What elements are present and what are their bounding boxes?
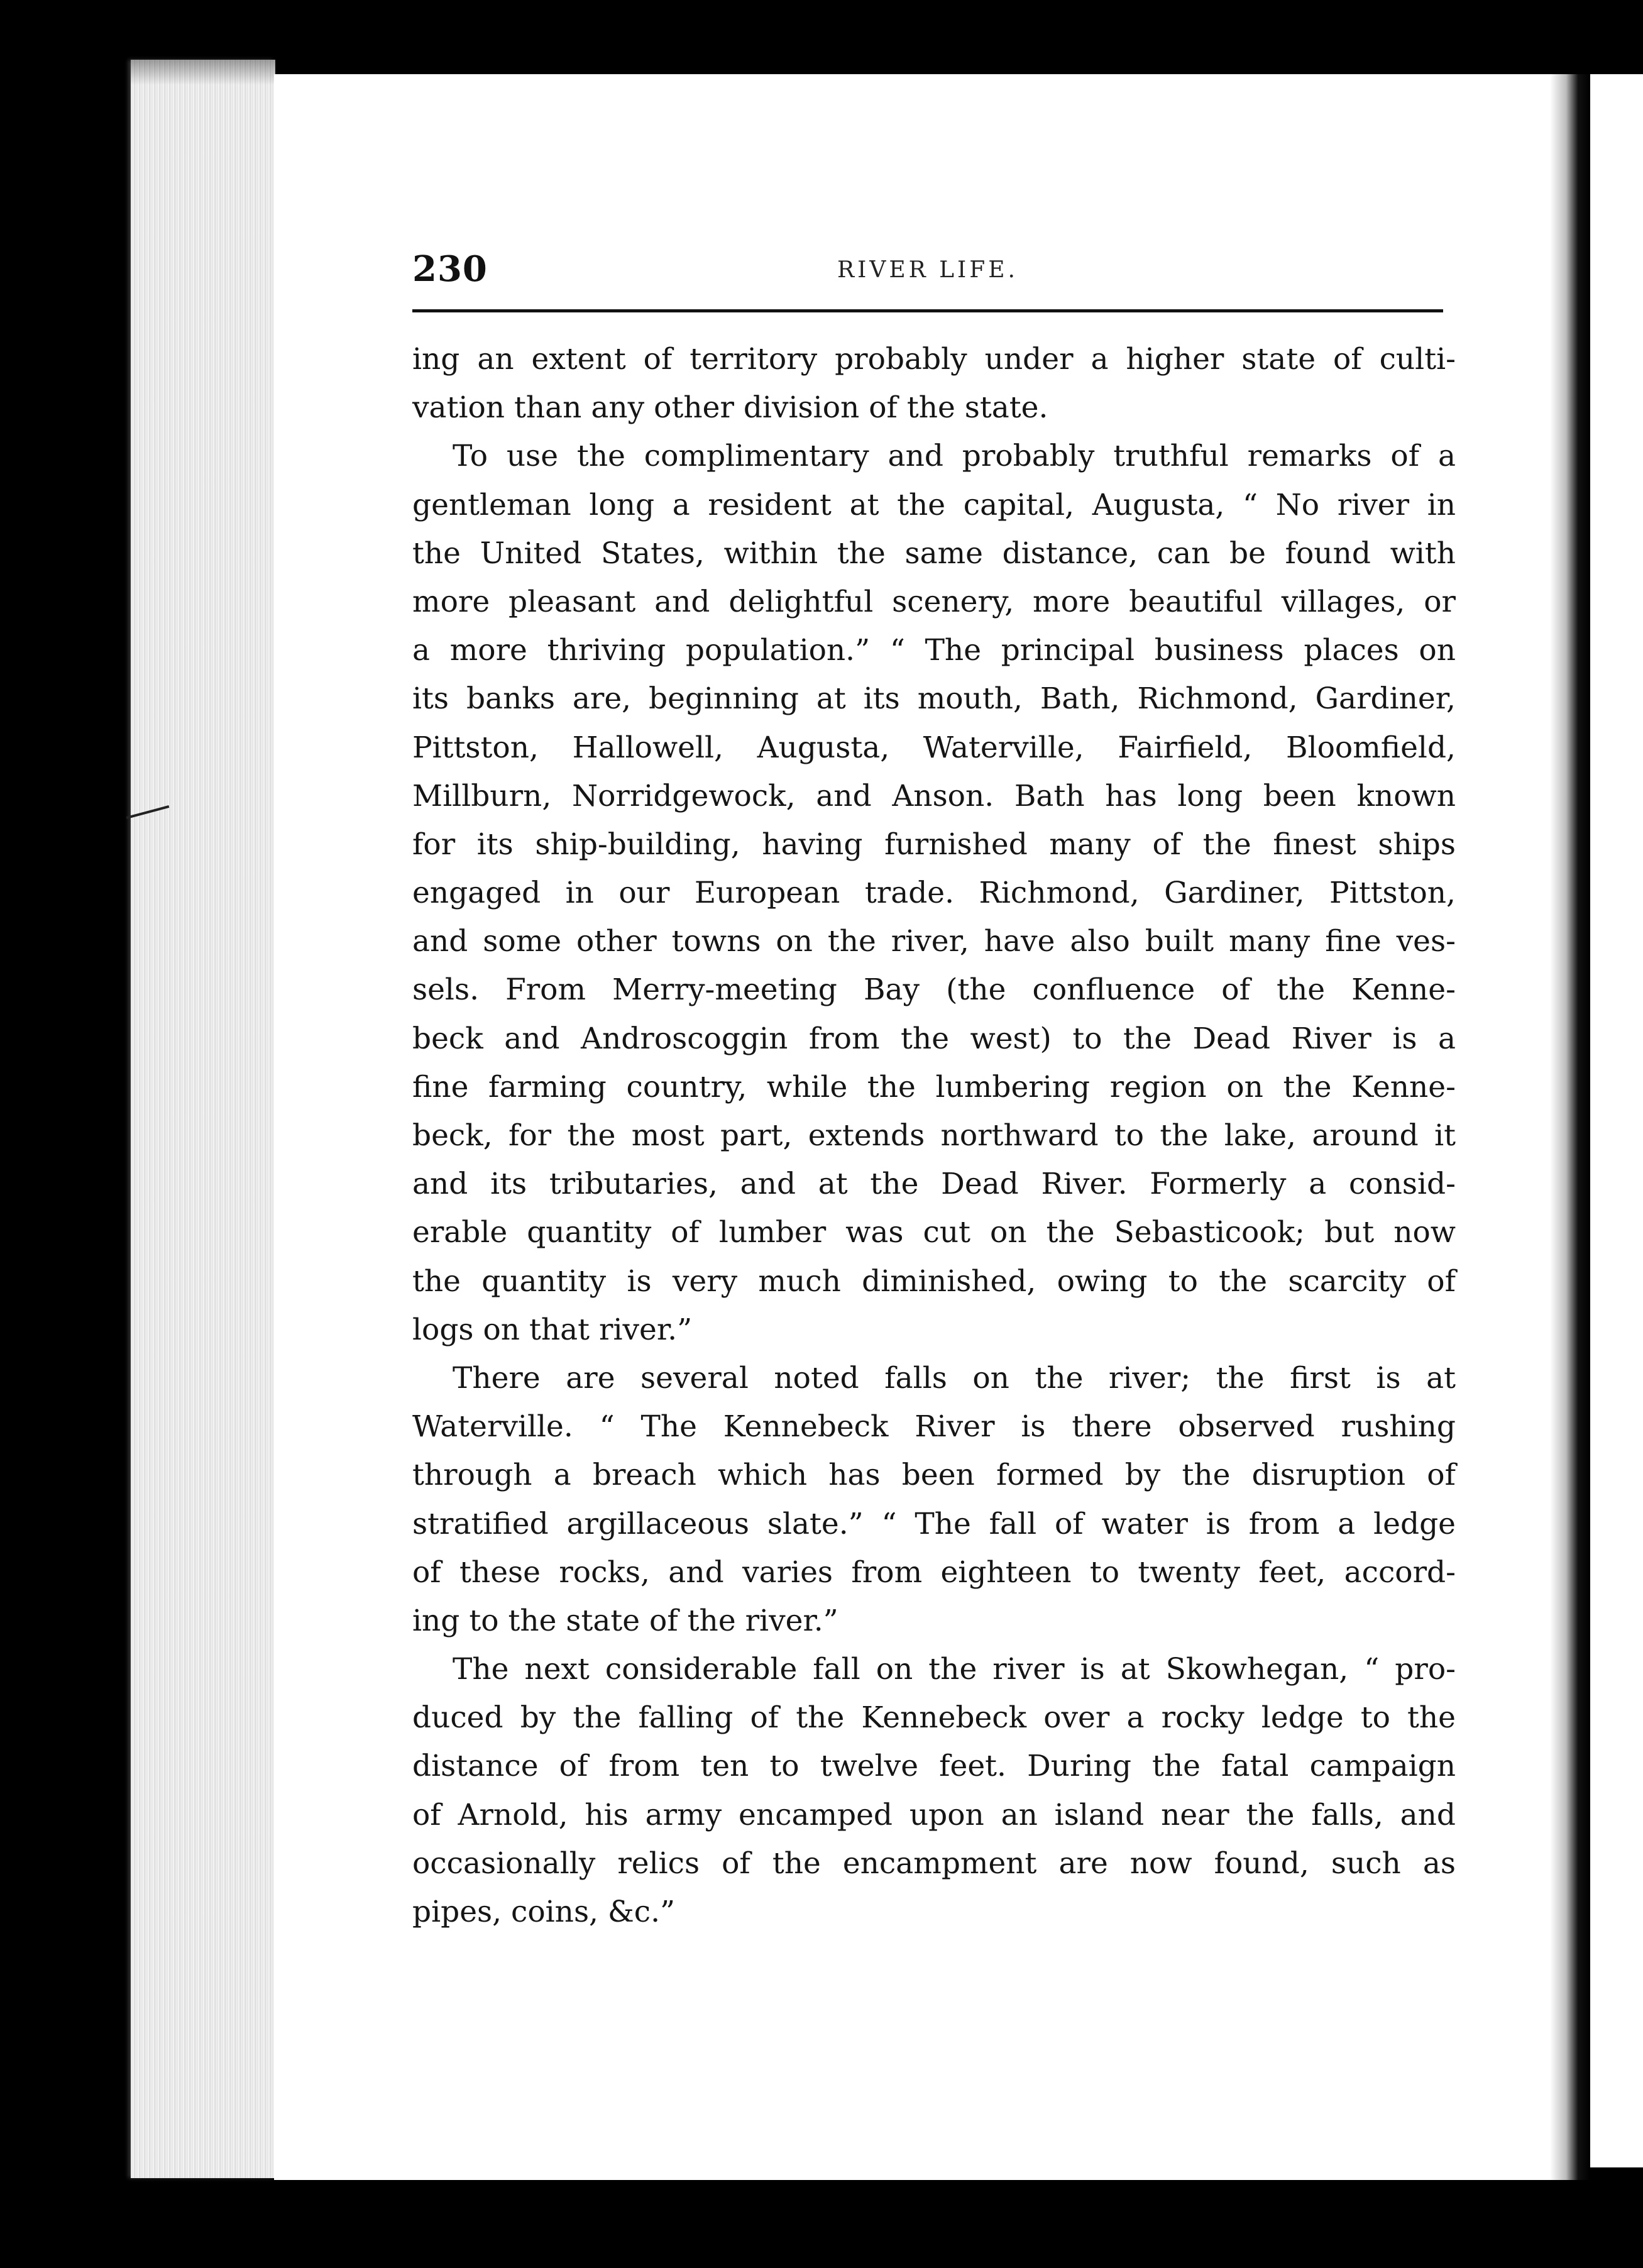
text-line: of Arnold, his army encamped upon an island near the falls, and: [412, 1797, 1456, 1832]
running-head: RIVER LIFE.: [837, 257, 1018, 283]
text-line: stratified argillaceous slate.” “ The fall of water is from a ledge: [412, 1506, 1456, 1541]
text-line: through a breach which has been formed by the disruption of: [412, 1458, 1456, 1493]
text-line: beck and Androscoggin from the west) to the Dead River is a: [412, 1021, 1456, 1056]
text-line: distance of from ten to twelve feet. During the fatal campaign: [412, 1749, 1456, 1784]
text-line: Pittston, Hallowell, Augusta, Waterville, Fairfield, Bloomfield,: [412, 730, 1456, 765]
book-gutter: [1550, 74, 1590, 2180]
text-line: Waterville. “ The Kennebeck River is there observed rushing: [412, 1409, 1456, 1445]
text-line: duced by the falling of the Kennebeck over a rocky ledge to the: [412, 1700, 1456, 1736]
text-line: its banks are, beginning at its mouth, Bath, Richmond, Gardiner,: [412, 681, 1456, 717]
text-line: and some other towns on the river, have also built many fine ves-: [412, 924, 1456, 959]
text-line: sels. From Merry-meeting Bay (the confluence of the Kenne-: [412, 972, 1456, 1008]
page-edge-shadow: [131, 60, 275, 85]
text-line: engaged in our European trade. Richmond, Gardiner, Pittston,: [412, 876, 1456, 911]
text-line: The next considerable fall on the river is at Skowhegan, “ pro-: [453, 1652, 1456, 1687]
text-line: erable quantity of lumber was cut on the Sebasticook; but now: [412, 1215, 1456, 1250]
paragraph: [412, 1645, 1456, 1936]
text-line: of these rocks, and varies from eighteen to twenty feet, accord-: [412, 1555, 1456, 1590]
text-line: and its tributaries, and at the Dead River. Formerly a consid-: [412, 1167, 1456, 1202]
text-line: ing an extent of territory probably under a higher state of culti-: [412, 342, 1456, 377]
text-line: fine farming country, while the lumbering region on the Kenne-: [412, 1069, 1456, 1104]
text-line: To use the complimentary and probably truthful remarks of a: [453, 439, 1456, 474]
header-rule: [412, 309, 1443, 312]
text-line: vation than any other division of the state.: [412, 390, 1048, 426]
text-line: the quantity is very much diminished, owing to the scarcity of: [412, 1263, 1456, 1299]
paragraph: [412, 432, 1456, 1354]
page-body: [412, 335, 1456, 1936]
page-header: [412, 248, 1443, 299]
text-line: ing to the state of the river.”: [412, 1603, 838, 1638]
page-number: 230: [412, 248, 488, 290]
text-line: gentleman long a resident at the capital, Augusta, “ No river in: [412, 487, 1456, 522]
facing-page-edge: [1590, 74, 1643, 2167]
text-line: pipes, coins, &c.”: [412, 1895, 676, 1929]
text-line: logs on that river.”: [412, 1312, 693, 1347]
text-line: for its ship-building, having furnished many of the finest ships: [412, 827, 1456, 862]
book-page-edges: [131, 60, 275, 2178]
text-line: a more thriving population.” “ The principal business places on: [412, 633, 1456, 668]
text-line: Millburn, Norridgewock, and Anson. Bath has long been known: [412, 778, 1456, 813]
paragraph: [412, 335, 1456, 432]
text-line: more pleasant and delightful scenery, more beautiful villages, or: [412, 584, 1456, 619]
paragraph: [412, 1354, 1456, 1645]
text-line: There are several noted falls on the river; the first is at: [453, 1360, 1456, 1395]
text-line: the United States, within the same distance, can be found with: [412, 536, 1456, 571]
text-line: beck, for the most part, extends northward to the lake, around it: [412, 1118, 1456, 1153]
text-line: occasionally relics of the encampment are now found, such as: [412, 1846, 1456, 1881]
